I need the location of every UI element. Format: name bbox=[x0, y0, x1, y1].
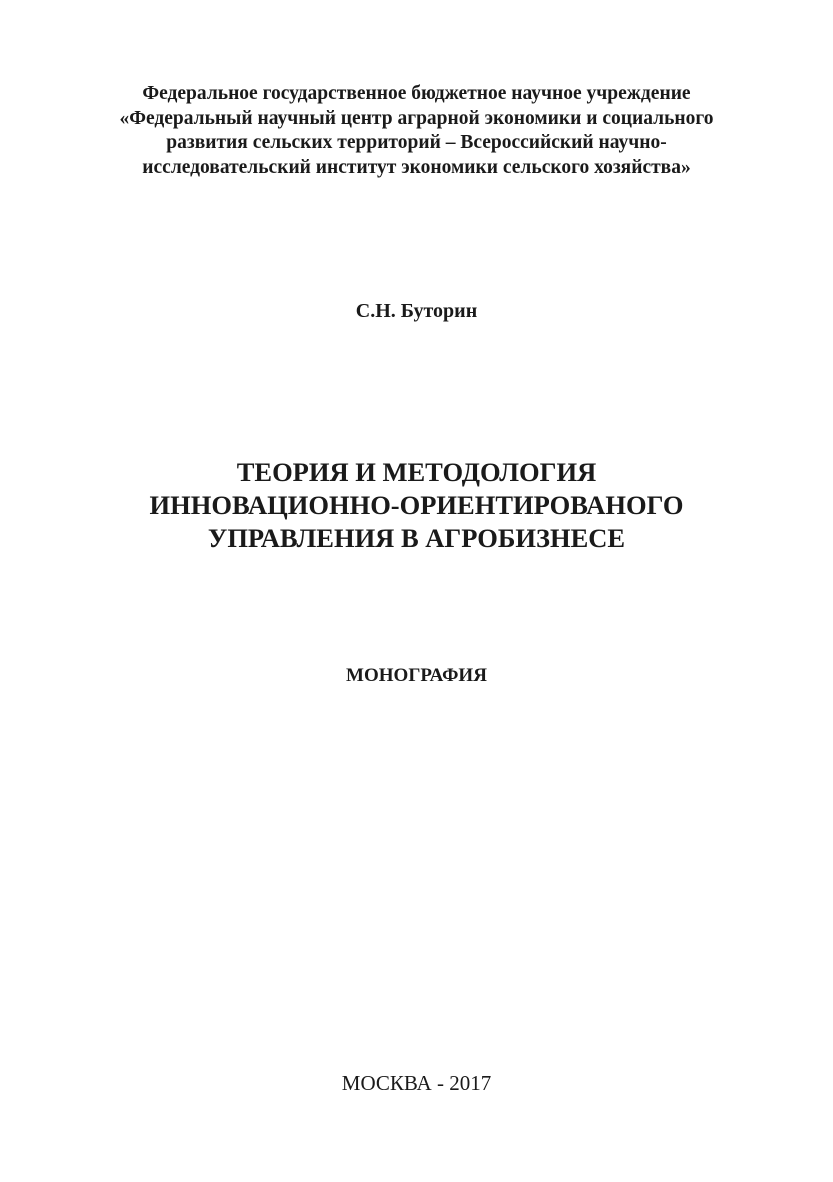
book-title-line: УПРАВЛЕНИЯ В АГРОБИЗНЕСЕ bbox=[207, 523, 626, 553]
institution-line: развития сельских территорий – Всероссийский научно- bbox=[166, 132, 667, 153]
institution-line: «Федеральный научный центр аграрной экономики и социального bbox=[119, 107, 714, 129]
book-title-line: ИННОВАЦИОННО-ОРИЕНТИРОВАНОГО bbox=[149, 490, 684, 520]
institution-line: Федеральное государственное бюджетное научное учреждение bbox=[142, 83, 691, 104]
publication-type: МОНОГРАФИЯ bbox=[346, 665, 487, 686]
book-title bbox=[40, 456, 793, 555]
institution-line: исследовательский институт экономики сельского хозяйства» bbox=[142, 156, 691, 178]
institution-name bbox=[60, 82, 773, 180]
author-name: С.Н. Буторин bbox=[355, 300, 478, 322]
book-title-line: ТЕОРИЯ И МЕТОДОЛОГИЯ bbox=[236, 457, 597, 487]
place-and-year: МОСКВА - 2017 bbox=[341, 1071, 492, 1095]
